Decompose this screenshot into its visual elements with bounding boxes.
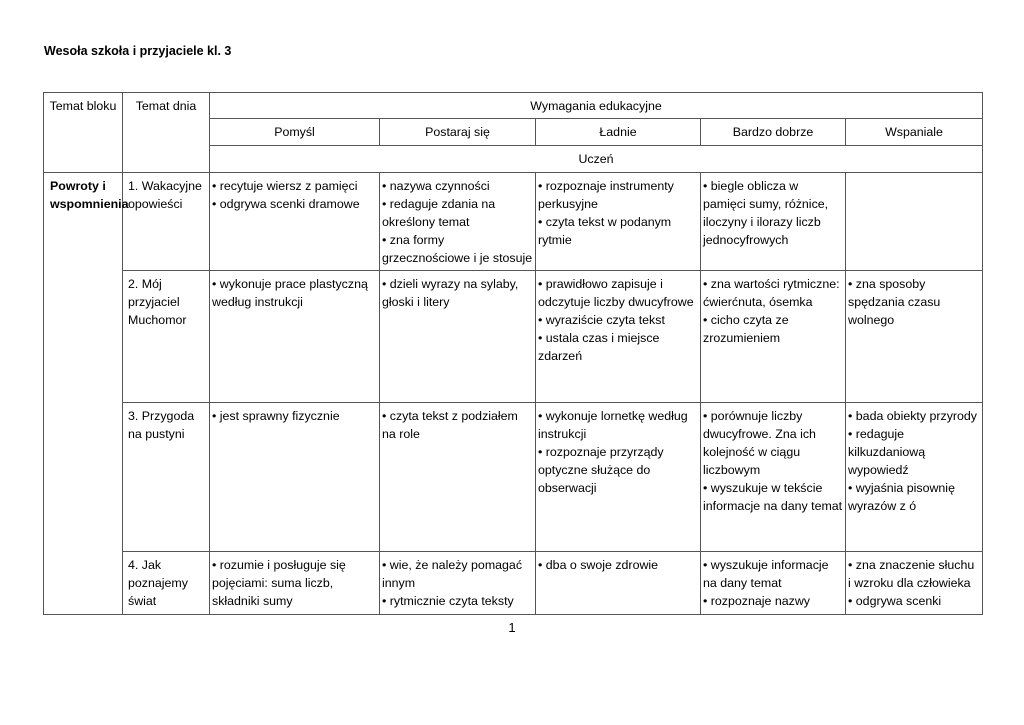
- requirement-item: • recytuje wiersz z pamięci: [212, 179, 358, 193]
- level-2: Postaraj się: [380, 119, 536, 146]
- level-5: Wspaniale: [846, 119, 983, 146]
- requirement-item: • rozumie i posługuje się pojęciami: suma liczb, składniki sumy: [212, 558, 346, 608]
- requirement-item: • jest sprawny fizycznie: [212, 409, 340, 423]
- requirement-item: • rytmicznie czyta teksty: [382, 594, 514, 608]
- requirement-item: • czyta tekst w podanym rytmie: [538, 215, 672, 247]
- requirement-item: • wykonuje prace plastyczną według instrukcji: [212, 277, 368, 309]
- day-topic: 3. Przygoda na pustyni: [123, 403, 210, 552]
- table-row: [44, 173, 983, 271]
- cell: [701, 271, 846, 403]
- requirement-item: • redaguje zdania na określony temat: [382, 197, 496, 229]
- cell: [380, 173, 536, 271]
- requirement-item: • nazywa czynności: [382, 179, 490, 193]
- header-day: Temat dnia: [123, 93, 210, 173]
- header-student: Uczeń: [210, 146, 983, 173]
- cell: [380, 271, 536, 403]
- requirement-item: • zna znaczenie słuchu i wzroku dla człowieka: [848, 558, 975, 590]
- requirement-item: • redaguje kilkuzdaniową wypowiedź: [848, 427, 926, 477]
- requirement-item: • wyraziście czyta tekst: [538, 313, 665, 327]
- cell: [210, 173, 380, 271]
- cell: [210, 271, 380, 403]
- requirement-item: • ustala czas i miejsce zdarzeń: [538, 331, 660, 363]
- requirement-item: • rozpoznaje nazwy: [703, 594, 810, 608]
- cell: [536, 403, 701, 552]
- cell: [380, 552, 536, 615]
- day-topic: 2. Mój przyjaciel Muchomor: [123, 271, 210, 403]
- requirement-item: • wyszukuje w tekście informacje na dany temat: [703, 481, 843, 513]
- cell: [210, 403, 380, 552]
- cell: [701, 403, 846, 552]
- requirement-item: • bada obiekty przyrody: [848, 409, 978, 423]
- level-4: Bardzo dobrze: [701, 119, 846, 146]
- day-topic: 1. Wakacyjne opowieści: [123, 173, 210, 271]
- cell: [846, 552, 983, 615]
- level-3: Ładnie: [536, 119, 701, 146]
- table-row: [44, 271, 983, 403]
- requirement-item: • wyjaśnia pisownię wyrazów z ó: [848, 481, 955, 513]
- block-topic: Powroty i wspomnienia: [44, 173, 123, 615]
- cell: [536, 271, 701, 403]
- requirement-item: • zna sposoby spędzania czasu wolnego: [848, 277, 941, 327]
- requirement-item: • wykonuje lornetkę według instrukcji: [538, 409, 688, 441]
- page-number: 1: [508, 620, 516, 635]
- document-title: Wesoła szkoła i przyjaciele kl. 3: [44, 44, 232, 58]
- cell: [846, 403, 983, 552]
- cell: [210, 552, 380, 615]
- day-topic: 4. Jak poznajemy świat: [123, 552, 210, 615]
- header-requirements: Wymagania edukacyjne: [210, 93, 983, 119]
- cell: [701, 552, 846, 615]
- requirement-item: • prawidłowo zapisuje i odczytuje liczby dwucyfrowe: [538, 277, 694, 309]
- cell: [536, 173, 701, 271]
- requirement-item: • odgrywa scenki dramowe: [212, 197, 360, 211]
- level-1: Pomyśl: [210, 119, 380, 146]
- cell: [846, 271, 983, 403]
- requirement-item: • cicho czyta ze zrozumieniem: [703, 313, 789, 345]
- requirement-item: • odgrywa scenki: [848, 594, 942, 608]
- requirement-item: • rozpoznaje instrumenty perkusyjne: [538, 179, 674, 211]
- cell: [701, 173, 846, 271]
- cell: [536, 552, 701, 615]
- requirement-item: • dzieli wyrazy na sylaby, głoski i litery: [382, 277, 519, 309]
- table-row: [44, 552, 983, 615]
- table-row: [44, 403, 983, 552]
- cell: [380, 403, 536, 552]
- requirement-item: • zna wartości rytmiczne: ćwierćnuta, ósemka: [703, 277, 840, 309]
- requirement-item: • rozpoznaje przyrządy optyczne służące do obserwacji: [538, 445, 664, 495]
- requirement-item: • wie, że należy pomagać innym: [382, 558, 523, 590]
- header-topic: Temat bloku: [44, 93, 123, 173]
- cell: [846, 173, 983, 271]
- requirement-item: • zna formy grzecznościowe i je stosuje: [382, 233, 533, 265]
- requirement-item: • czyta tekst z podziałem na role: [382, 409, 518, 441]
- requirements-table: [43, 92, 983, 615]
- requirement-item: • wyszukuje informacje na dany temat: [703, 558, 829, 590]
- requirement-item: • dba o swoje zdrowie: [538, 558, 659, 572]
- requirement-item: • porównuje liczby dwucyfrowe. Zna ich kolejność w ciągu liczbowym: [703, 409, 816, 477]
- requirement-item: • biegle oblicza w pamięci sumy, różnice, iloczyny i ilorazy liczb jednocyfrowych: [703, 179, 829, 247]
